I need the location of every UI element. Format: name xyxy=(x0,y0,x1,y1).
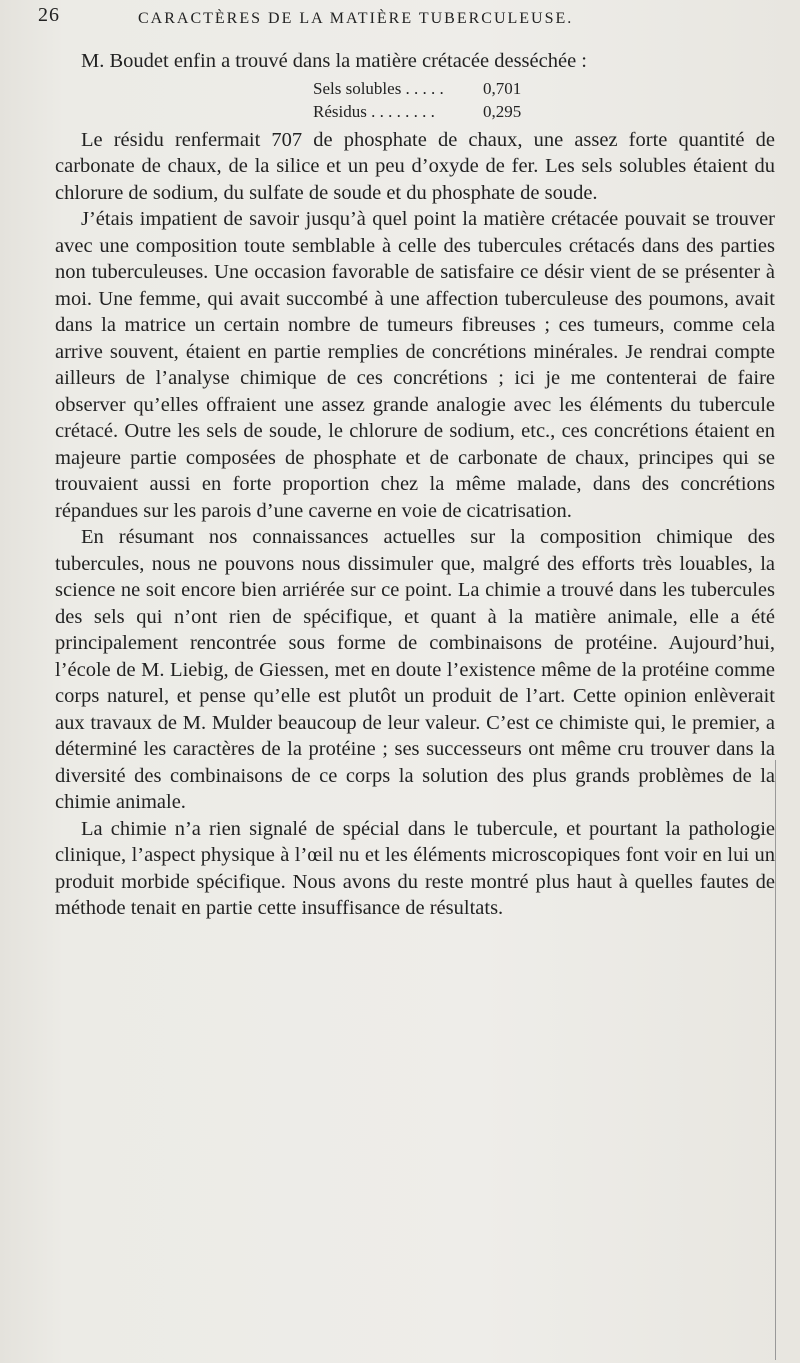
running-head: CARACTÈRES DE LA MATIÈRE TUBERCULEUSE. xyxy=(138,10,574,27)
page-header xyxy=(38,4,778,44)
paragraph: Le résidu renfermait 707 de phosphate de chaux, une assez forte quantité de carbonate de chaux, de la silice et un peu d’oxyde de fer. Les sels solubles étaient du chlorure de sodium, du sulfate de soude et du phosphate de soude. xyxy=(55,128,775,204)
body-text xyxy=(55,48,775,922)
analysis-table xyxy=(313,77,775,123)
table-label: Sels solubles . . . . . xyxy=(313,78,444,98)
table-row xyxy=(313,100,775,123)
page-edge-shadow xyxy=(775,760,794,1360)
page-number: 26 xyxy=(38,4,60,26)
table-row xyxy=(313,77,775,100)
table-value: 0,701 xyxy=(483,78,522,98)
paragraph: En résumant nos connaissances actuelles sur la composition chimique des tubercules, nous ne pouvons nous dissimuler que, malgré des efforts très louables, la science ne soit encore bien arriérée sur ce point. La chimie a trouvé dans les tubercules des sels qui n’ont rien de spécifique, et quant à la matière animale, elle a été principalement rencontrée sous forme de combinaisons de protéine. Aujourd’hui, l’école de M. Liebig, de Giessen, met en doute l’existence même de la protéine comme corps naturel, et pense qu’elle est plutôt un produit de l’art. Cette opinion enlèverait aux travaux de M. Mulder beaucoup de leur valeur. C’est ce chimiste qui, le premier, a déterminé les caractères de la protéine ; ses successeurs ont même cru trouver dans la diversité des combinaisons de ce corps la solution des plus grands problèmes de la chimie animale. xyxy=(55,526,775,813)
paragraph: J’étais impatient de savoir jusqu’à quel point la matière crétacée pouvait se trouver avec une composition toute semblable à celle des tubercules crétacés dans des parties non tuberculeuses. Une occasion favorable de satisfaire ce désir vient de se présenter à moi. Une femme, qui avait succombé à une affection tuberculeuse des poumons, avait dans la matrice un certain nombre de tumeurs fibreuses ; ces tumeurs, comme cela arrive souvent, étaient en partie remplies de concrétions minérales. Je rendrai compte ailleurs de l’analyse chimique de ces concrétions ; ici je me contenterai de faire observer qu’elles offraient une assez grande analogie avec les éléments du tubercule crétacé. Outre les sels de soude, le chlorure de sodium, etc., ces concrétions étaient en majeure partie composées de phosphate et de carbonate de chaux, principes qui se trouvaient aussi en forte proportion chez la même malade, dans des concrétions répandues sur les parois d’une caverne en voie de cicatrisation. xyxy=(55,208,775,522)
table-value: 0,295 xyxy=(483,101,522,121)
intro-line: M. Boudet enfin a trouvé dans la matière crétacée desséchée : xyxy=(81,50,588,72)
paragraph: La chimie n’a rien signalé de spécial dans le tubercule, et pourtant la pathologie clinique, l’aspect physique à l’œil nu et les éléments microscopiques font voir en lui un produit morbide spécifique. Nous avons du reste montré plus haut à quelles fautes de méthode tenait en partie cette insuffisance de résultats. xyxy=(55,817,775,919)
table-label: Résidus . . . . . . . . xyxy=(313,101,435,121)
